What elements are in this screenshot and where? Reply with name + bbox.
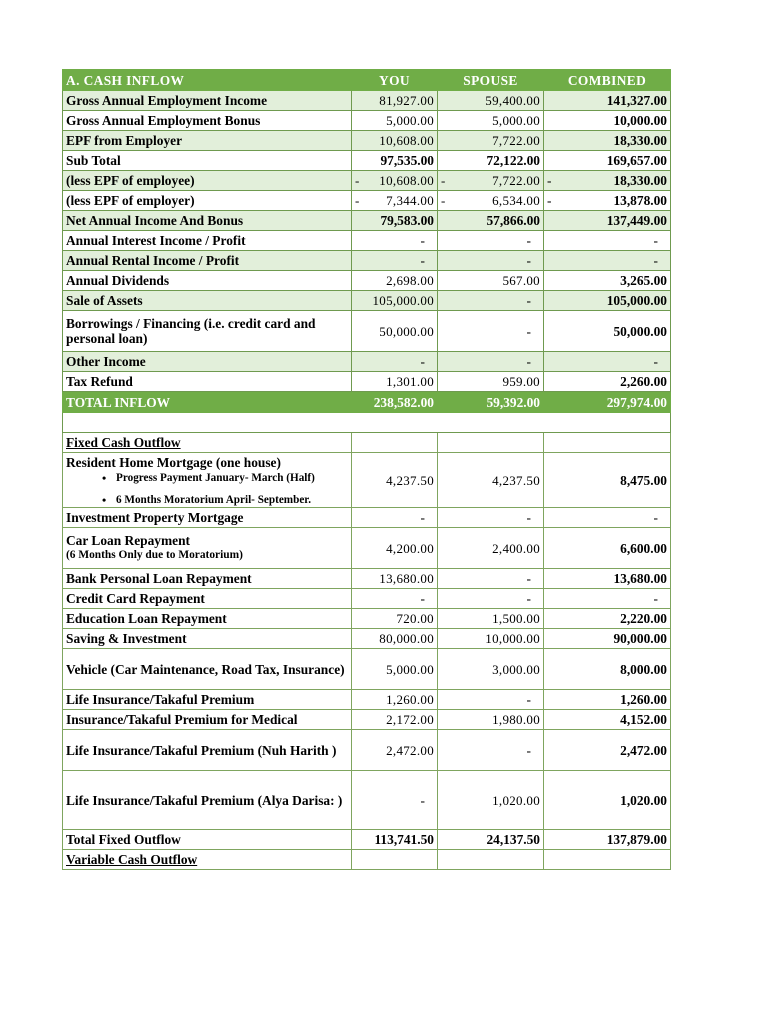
cell-you: 79,583.00 bbox=[352, 211, 438, 231]
table-row bbox=[63, 609, 671, 629]
cell-spouse: - bbox=[438, 508, 544, 528]
empty-cell bbox=[438, 433, 544, 453]
cell-spouse: 72,122.00 bbox=[438, 151, 544, 171]
empty-cell bbox=[352, 850, 438, 870]
cell-you: 5,000.00 bbox=[352, 649, 438, 690]
section-title: A. CASH INFLOW bbox=[63, 70, 352, 91]
table-row bbox=[63, 352, 671, 372]
row-label: (less EPF of employer) bbox=[63, 191, 352, 211]
cell-spouse: 567.00 bbox=[438, 271, 544, 291]
row-label: Education Loan Repayment bbox=[63, 609, 352, 629]
row-label: Resident Home Mortgage (one house) bbox=[66, 455, 281, 470]
cell-combined: 10,000.00 bbox=[544, 111, 671, 131]
row-label: Annual Interest Income / Profit bbox=[63, 231, 352, 251]
mortgage-notes bbox=[66, 472, 348, 507]
cell-value: 6,534.00 bbox=[492, 193, 540, 208]
fixed-outflow-title-text: Fixed Cash Outflow bbox=[66, 435, 181, 450]
minus-sign: - bbox=[355, 173, 360, 188]
table-row bbox=[63, 771, 671, 830]
cell-you: 2,472.00 bbox=[352, 730, 438, 771]
cell-you: 1,301.00 bbox=[352, 372, 438, 392]
inflow-header-row bbox=[63, 70, 671, 91]
total-fixed-outflow-row bbox=[63, 830, 671, 850]
row-label: Tax Refund bbox=[63, 372, 352, 392]
cell-spouse: 4,237.50 bbox=[438, 453, 544, 508]
cell-spouse bbox=[438, 171, 544, 191]
total-inflow-you: 238,582.00 bbox=[352, 392, 438, 413]
cell-spouse: 1,020.00 bbox=[438, 771, 544, 830]
table-row bbox=[63, 131, 671, 151]
cell-spouse: 2,400.00 bbox=[438, 528, 544, 569]
empty-cell bbox=[544, 433, 671, 453]
table-row bbox=[63, 311, 671, 352]
total-inflow-combined: 297,974.00 bbox=[544, 392, 671, 413]
row-label: Gross Annual Employment Income bbox=[63, 91, 352, 111]
table-row bbox=[63, 528, 671, 569]
cash-flow-table bbox=[62, 69, 671, 870]
cell-you: 80,000.00 bbox=[352, 629, 438, 649]
cell-you: 10,608.00 bbox=[352, 131, 438, 151]
cell-you: 4,237.50 bbox=[352, 453, 438, 508]
cell-combined: 137,449.00 bbox=[544, 211, 671, 231]
cell-you: 720.00 bbox=[352, 609, 438, 629]
cell-spouse: - bbox=[438, 730, 544, 771]
cell-combined: 6,600.00 bbox=[544, 528, 671, 569]
mortgage-note: • 6 Months Moratorium April- September. bbox=[116, 494, 348, 507]
table-row bbox=[63, 589, 671, 609]
row-label: Annual Rental Income / Profit bbox=[63, 251, 352, 271]
cell-value: 7,344.00 bbox=[386, 193, 434, 208]
table-row bbox=[63, 151, 671, 171]
minus-sign: - bbox=[547, 173, 552, 188]
cell-combined: 169,657.00 bbox=[544, 151, 671, 171]
row-label: Other Income bbox=[63, 352, 352, 372]
variable-outflow-title-text: Variable Cash Outflow bbox=[66, 852, 198, 867]
cell-spouse: - bbox=[438, 589, 544, 609]
empty-cell bbox=[352, 433, 438, 453]
cell-spouse: 3,000.00 bbox=[438, 649, 544, 690]
table-row bbox=[63, 171, 671, 191]
row-label: (less EPF of employee) bbox=[63, 171, 352, 191]
row-label: Saving & Investment bbox=[63, 629, 352, 649]
cell-value: 10,608.00 bbox=[379, 173, 434, 188]
cell-spouse: 10,000.00 bbox=[438, 629, 544, 649]
minus-sign: - bbox=[547, 193, 552, 208]
row-label: Investment Property Mortgage bbox=[63, 508, 352, 528]
table-row bbox=[63, 850, 671, 870]
table-row bbox=[63, 433, 671, 453]
cell-combined: - bbox=[544, 251, 671, 271]
fixed-outflow-title bbox=[63, 433, 352, 453]
cell-you: - bbox=[352, 251, 438, 271]
row-label: Credit Card Repayment bbox=[63, 589, 352, 609]
cell-spouse: 1,500.00 bbox=[438, 609, 544, 629]
cell-spouse bbox=[438, 191, 544, 211]
cell-you: 2,172.00 bbox=[352, 710, 438, 730]
table-row bbox=[63, 111, 671, 131]
row-label: Life Insurance/Takaful Premium (Nuh Harith ) bbox=[63, 730, 352, 771]
cell-you: 2,698.00 bbox=[352, 271, 438, 291]
cell-you: 81,927.00 bbox=[352, 91, 438, 111]
row-label: Life Insurance/Takaful Premium (Alya Darisa: ) bbox=[63, 771, 352, 830]
cell-spouse: - bbox=[438, 690, 544, 710]
row-label: Vehicle (Car Maintenance, Road Tax, Insurance) bbox=[63, 649, 352, 690]
cell-you: 1,260.00 bbox=[352, 690, 438, 710]
cell-spouse: - bbox=[438, 569, 544, 589]
cell-spouse: 59,400.00 bbox=[438, 91, 544, 111]
cell-combined: 2,472.00 bbox=[544, 730, 671, 771]
total-inflow-label: TOTAL INFLOW bbox=[63, 392, 352, 413]
cell-combined bbox=[544, 191, 671, 211]
cell-combined bbox=[544, 171, 671, 191]
cell-spouse: 7,722.00 bbox=[438, 131, 544, 151]
cell-spouse: 1,980.00 bbox=[438, 710, 544, 730]
cell-value: 18,330.00 bbox=[613, 173, 667, 188]
row-label: Insurance/Takaful Premium for Medical bbox=[63, 710, 352, 730]
cell-combined: - bbox=[544, 231, 671, 251]
table-row bbox=[63, 91, 671, 111]
table-row bbox=[63, 271, 671, 291]
row-label: EPF from Employer bbox=[63, 131, 352, 151]
cell-spouse: - bbox=[438, 291, 544, 311]
cell-spouse: - bbox=[438, 311, 544, 352]
minus-sign: - bbox=[441, 173, 446, 188]
cell-spouse: 57,866.00 bbox=[438, 211, 544, 231]
row-label: Net Annual Income And Bonus bbox=[63, 211, 352, 231]
table-row bbox=[63, 453, 671, 508]
row-label: Annual Dividends bbox=[63, 271, 352, 291]
table-row bbox=[63, 211, 671, 231]
row-label: Sub Total bbox=[63, 151, 352, 171]
table-row bbox=[63, 251, 671, 271]
table-row bbox=[63, 730, 671, 771]
cell-you: - bbox=[352, 589, 438, 609]
row-label: Gross Annual Employment Bonus bbox=[63, 111, 352, 131]
table-row bbox=[63, 291, 671, 311]
variable-outflow-title bbox=[63, 850, 352, 870]
cell-combined: 8,475.00 bbox=[544, 453, 671, 508]
cell-you bbox=[352, 171, 438, 191]
table-row bbox=[63, 508, 671, 528]
cell-spouse: - bbox=[438, 251, 544, 271]
cell-combined: 50,000.00 bbox=[544, 311, 671, 352]
cell-you: 113,741.50 bbox=[352, 830, 438, 850]
car-loan-label-cell bbox=[63, 528, 352, 569]
col-header-spouse: SPOUSE bbox=[438, 70, 544, 91]
cell-you: - bbox=[352, 771, 438, 830]
table-row bbox=[63, 231, 671, 251]
cell-combined: 105,000.00 bbox=[544, 291, 671, 311]
cell-you: 97,535.00 bbox=[352, 151, 438, 171]
cell-combined: - bbox=[544, 352, 671, 372]
row-label: Bank Personal Loan Repayment bbox=[63, 569, 352, 589]
cell-combined: 137,879.00 bbox=[544, 830, 671, 850]
cell-combined: 18,330.00 bbox=[544, 131, 671, 151]
table-row bbox=[63, 629, 671, 649]
table-row bbox=[63, 569, 671, 589]
empty-cell bbox=[544, 850, 671, 870]
col-header-combined: COMBINED bbox=[544, 70, 671, 91]
cell-you bbox=[352, 191, 438, 211]
row-label: Sale of Assets bbox=[63, 291, 352, 311]
cell-value: 13,878.00 bbox=[613, 193, 667, 208]
cell-combined: 90,000.00 bbox=[544, 629, 671, 649]
cell-combined: 2,260.00 bbox=[544, 372, 671, 392]
minus-sign: - bbox=[355, 193, 360, 208]
table-row bbox=[63, 649, 671, 690]
cell-combined: 1,260.00 bbox=[544, 690, 671, 710]
cell-combined: 13,680.00 bbox=[544, 569, 671, 589]
cell-you: 13,680.00 bbox=[352, 569, 438, 589]
row-note: (6 Months Only due to Moratorium) bbox=[66, 549, 243, 561]
cell-you: 50,000.00 bbox=[352, 311, 438, 352]
cell-you: 105,000.00 bbox=[352, 291, 438, 311]
cell-you: - bbox=[352, 352, 438, 372]
table-row bbox=[63, 710, 671, 730]
empty-cell bbox=[438, 850, 544, 870]
spacer-row bbox=[63, 413, 671, 433]
cell-combined: 4,152.00 bbox=[544, 710, 671, 730]
col-header-you: YOU bbox=[352, 70, 438, 91]
row-label: Life Insurance/Takaful Premium bbox=[63, 690, 352, 710]
cell-combined: 141,327.00 bbox=[544, 91, 671, 111]
cell-spouse: 5,000.00 bbox=[438, 111, 544, 131]
cell-combined: - bbox=[544, 589, 671, 609]
cell-combined: 8,000.00 bbox=[544, 649, 671, 690]
cell-combined: - bbox=[544, 508, 671, 528]
cell-you: 4,200.00 bbox=[352, 528, 438, 569]
cell-you: 5,000.00 bbox=[352, 111, 438, 131]
cell-combined: 1,020.00 bbox=[544, 771, 671, 830]
cell-spouse: - bbox=[438, 352, 544, 372]
mortgage-note: • Progress Payment January- March (Half) bbox=[116, 472, 348, 485]
total-inflow-row bbox=[63, 392, 671, 413]
cell-you: - bbox=[352, 231, 438, 251]
table-row bbox=[63, 191, 671, 211]
cell-combined: 2,220.00 bbox=[544, 609, 671, 629]
row-label: Borrowings / Financing (i.e. credit card and personal loan) bbox=[63, 311, 352, 352]
cell-you: - bbox=[352, 508, 438, 528]
mortgage-label-cell bbox=[63, 453, 352, 508]
cell-spouse: 24,137.50 bbox=[438, 830, 544, 850]
total-inflow-spouse: 59,392.00 bbox=[438, 392, 544, 413]
minus-sign: - bbox=[441, 193, 446, 208]
spacer-cell bbox=[63, 413, 671, 433]
row-label: Car Loan Repayment bbox=[66, 533, 190, 548]
cell-spouse: 959.00 bbox=[438, 372, 544, 392]
cell-spouse: - bbox=[438, 231, 544, 251]
table-row bbox=[63, 372, 671, 392]
cell-value: 7,722.00 bbox=[492, 173, 540, 188]
row-label: Total Fixed Outflow bbox=[63, 830, 352, 850]
table-row bbox=[63, 690, 671, 710]
cell-combined: 3,265.00 bbox=[544, 271, 671, 291]
